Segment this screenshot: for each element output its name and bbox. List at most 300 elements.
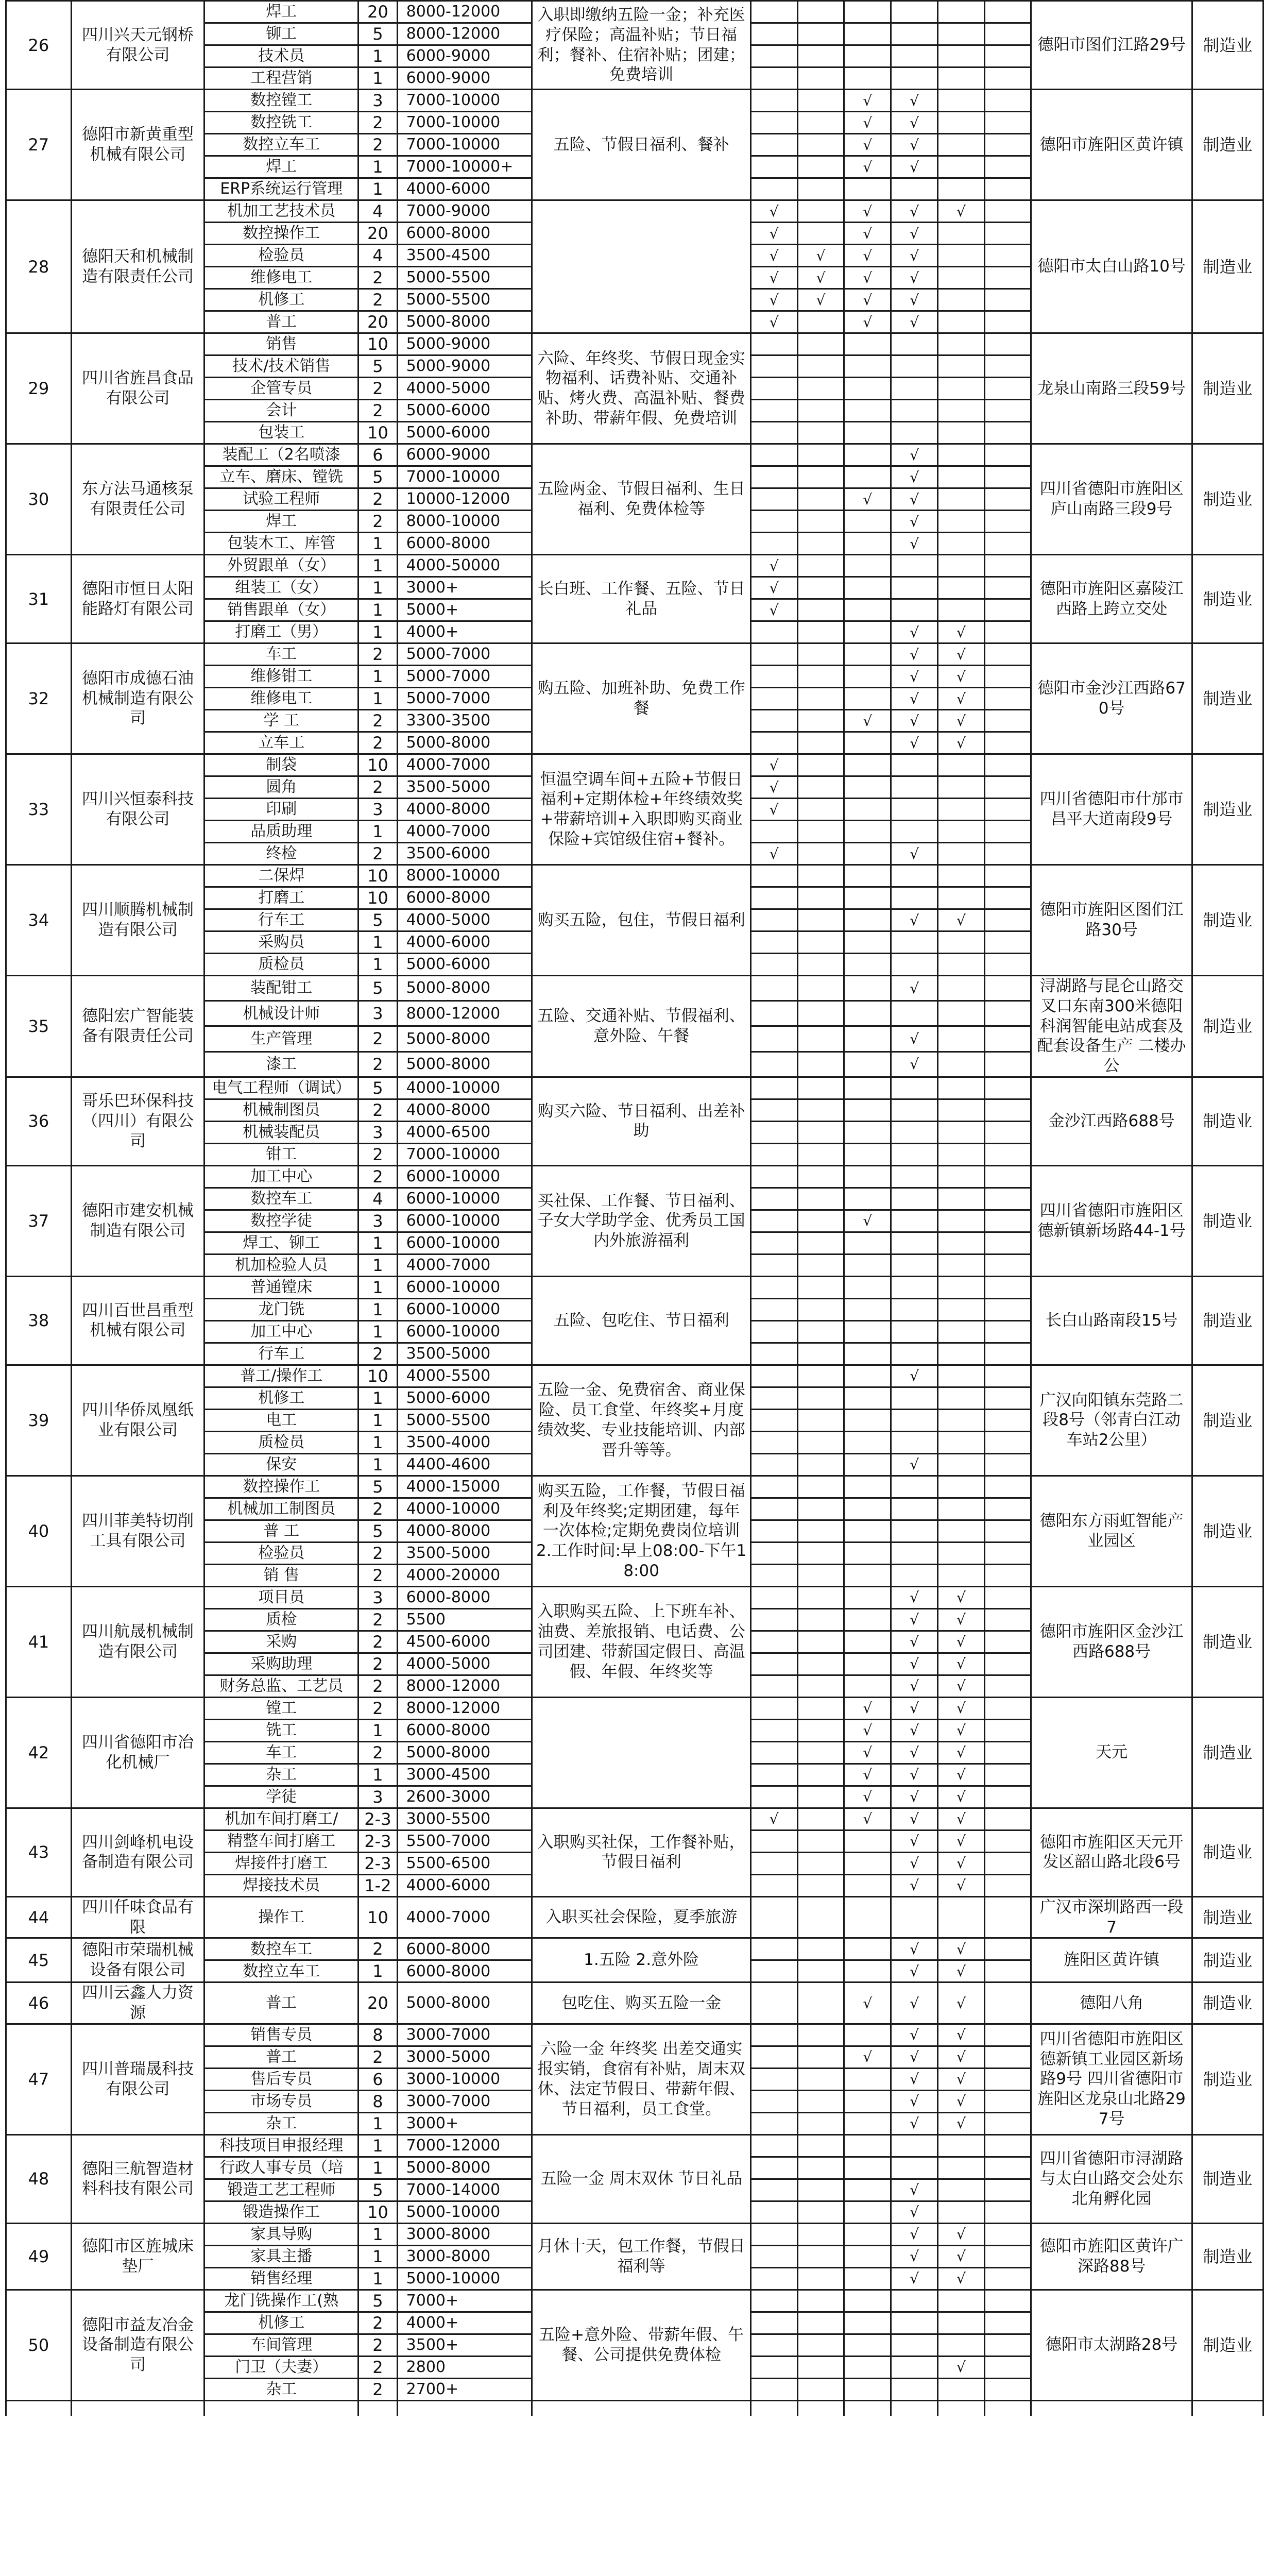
salary-range: 4000-20000 [397,1564,532,1586]
requirement-check-2 [797,976,844,1001]
requirement-check-5 [938,2334,985,2356]
job-title: 机械设计师 [204,1001,358,1026]
hire-count: 1 [358,2267,397,2290]
requirement-check-5 [938,2312,985,2334]
hire-count: 2 [358,1542,397,1564]
requirement-check-6 [984,245,1031,267]
requirement-check-2 [797,1564,844,1586]
requirement-check-4: √ [891,688,938,710]
requirement-check-3 [844,2179,891,2201]
job-title: 包装工 [204,422,358,444]
requirement-check-1 [750,2046,797,2068]
job-title: 杂工 [204,2378,358,2400]
requirement-check-5: √ [938,2068,985,2090]
hire-count: 4 [358,245,397,267]
requirement-check-2 [797,1343,844,1365]
salary-range: 7000+ [397,2290,532,2312]
company-name: 德阳市建安机械制造有限公司 [71,1165,204,1276]
requirement-check-3 [844,2134,891,2157]
requirement-check-5 [938,2134,985,2157]
work-address: 德阳市旌阳区黄许镇 [1031,90,1192,200]
requirement-check-5: √ [938,1586,985,1608]
benefits: 五险一金 周末双休 节日礼品 [532,2134,750,2223]
requirement-check-2 [797,1830,844,1852]
requirement-check-5: √ [938,621,985,643]
salary-range: 3500-5000 [397,1542,532,1564]
job-title: 铣工 [204,1719,358,1741]
requirement-check-4 [891,931,938,954]
benefits: 五险一金、免费宿舍、商业保险、员工食堂、年终奖+月度绩效奖、专业技能培训、内部晋升等等。 [532,1365,750,1476]
requirement-check-3: √ [844,1697,891,1719]
requirement-check-2 [797,1982,844,2024]
benefits: 包吃住、购买五险一金 [532,1982,750,2024]
job-title: 打磨工 [204,887,358,909]
salary-range: 5000-8000 [397,732,532,754]
requirement-check-5 [938,754,985,776]
job-title: 立车工 [204,732,358,754]
industry: 制造业 [1192,333,1263,444]
hire-count: 1 [358,2134,397,2157]
requirement-check-6 [984,422,1031,444]
requirement-check-1 [750,2378,797,2400]
hire-count: 3 [358,1586,397,1608]
requirement-check-5: √ [938,1960,985,1982]
requirement-check-5 [938,2157,985,2179]
requirement-check-4: √ [891,909,938,931]
requirement-check-1 [750,333,797,355]
table-row [6,1697,1263,1719]
requirement-check-4 [891,2312,938,2334]
benefits: 五险两金、节假日福利、生日福利、免费体检等 [532,444,750,555]
job-title: 包装木工、库管 [204,533,358,555]
requirement-check-5: √ [938,2090,985,2112]
requirement-check-5 [938,1520,985,1542]
requirement-check-1 [750,1764,797,1786]
requirement-check-5 [938,1099,985,1121]
table-row [6,444,1263,466]
requirement-check-3 [844,2157,891,2179]
requirement-check-4 [891,1476,938,1498]
job-title: 市场专员 [204,2090,358,2112]
job-title: 检验员 [204,245,358,267]
requirement-check-1 [750,887,797,909]
requirement-check-4: √ [891,2024,938,2046]
requirement-check-2 [797,666,844,688]
requirement-check-5 [938,1210,985,1232]
hire-count: 2 [358,1608,397,1631]
requirement-check-3 [844,799,891,821]
requirement-check-4 [891,754,938,776]
requirement-check-4 [891,1298,938,1320]
requirement-check-3 [844,2112,891,2134]
table-row [6,333,1263,355]
requirement-check-5: √ [938,1741,985,1764]
benefits: 五险+意外险、带薪年假、午餐、公司提供免费体检 [532,2290,750,2400]
industry: 制造业 [1192,1077,1263,1165]
requirement-check-1 [750,2312,797,2334]
requirement-check-4: √ [891,1808,938,1830]
hire-count: 2 [358,1741,397,1764]
requirement-check-1 [750,1697,797,1719]
benefits: 购买六险、节日福利、出差补助 [532,1077,750,1165]
requirement-check-1 [750,931,797,954]
requirement-check-1 [750,1276,797,1298]
requirement-check-3 [844,976,891,1001]
salary-range: 5000-8000 [397,311,532,333]
requirement-check-3 [844,1476,891,1498]
job-title: 铆工 [204,23,358,45]
requirement-check-2 [797,2245,844,2267]
requirement-check-4 [891,1077,938,1099]
requirement-check-2 [797,1586,844,1608]
requirement-check-5 [938,45,985,67]
requirement-check-4 [891,599,938,621]
requirement-check-5: √ [938,1608,985,1631]
requirement-check-6 [984,555,1031,577]
salary-range: 3000+ [397,2112,532,2134]
requirement-check-2 [797,1210,844,1232]
requirement-check-2 [797,688,844,710]
table-row [6,200,1263,223]
requirement-check-3 [844,954,891,976]
requirement-check-2 [797,2223,844,2245]
hire-count: 5 [358,976,397,1001]
requirement-check-4: √ [891,1938,938,1960]
hire-count: 2 [358,643,397,666]
salary-range: 5000-5500 [397,289,532,311]
requirement-check-3 [844,1,891,23]
requirement-check-5 [938,776,985,799]
requirement-check-5: √ [938,1631,985,1653]
requirement-check-1 [750,954,797,976]
requirement-check-6 [984,1077,1031,1099]
requirement-check-5: √ [938,1874,985,1896]
requirement-check-3 [844,67,891,90]
requirement-check-2 [797,843,844,865]
requirement-check-2 [797,821,844,843]
salary-range: 5000-6000 [397,422,532,444]
job-title: 圆角 [204,776,358,799]
benefits: 买社保、工作餐、节日福利、子女大学助学金、优秀员工国内外旅游福利 [532,1165,750,1276]
requirement-check-2 [797,400,844,422]
requirement-check-2 [797,909,844,931]
requirement-check-3 [844,1121,891,1143]
company-name: 四川普瑞晟科技有限公司 [71,2024,204,2134]
requirement-check-5: √ [938,1808,985,1830]
job-title: 二保焊 [204,865,358,887]
industry: 制造业 [1192,2290,1263,2400]
benefits: 入职即缴纳五险一金；补充医疗保险；高温补贴；节日福利；餐补、住宿补贴；团建；免费培训 [532,1,750,90]
requirement-check-3 [844,1498,891,1520]
empty-cell [938,2400,985,2416]
requirement-check-4: √ [891,1852,938,1874]
industry: 制造业 [1192,1808,1263,1896]
hire-count: 2-3 [358,1808,397,1830]
industry: 制造业 [1192,2134,1263,2223]
company-name: 德阳市荣瑞机械设备有限公司 [71,1938,204,1982]
salary-range: 5000-6000 [397,1387,532,1409]
requirement-check-6 [984,821,1031,843]
requirement-check-3 [844,1188,891,1210]
hire-count: 10 [358,2201,397,2223]
hire-count: 2 [358,1099,397,1121]
requirement-check-3 [844,776,891,799]
job-title: 焊工 [204,1,358,23]
work-address: 四川省德阳市旌阳区德新镇新场路44-1号 [1031,1165,1192,1276]
requirement-check-4: √ [891,1453,938,1476]
job-title: 普工 [204,311,358,333]
hire-count: 5 [358,23,397,45]
requirement-check-4: √ [891,2267,938,2290]
requirement-check-2 [797,2024,844,2046]
requirement-check-6 [984,1852,1031,1874]
job-title: 机械加工制图员 [204,1498,358,1520]
work-address: 德阳市太湖路28号 [1031,2290,1192,2400]
requirement-check-1 [750,90,797,112]
requirement-check-4 [891,1121,938,1143]
requirement-check-4 [891,1165,938,1188]
requirement-check-3 [844,1001,891,1026]
requirement-check-6 [984,1026,1031,1052]
requirement-check-3: √ [844,245,891,267]
table-row [6,90,1263,112]
job-title: 锻造操作工 [204,2201,358,2223]
job-title: 机加车间打磨工/ [204,1808,358,1830]
requirement-check-6 [984,1938,1031,1960]
requirement-check-6 [984,1631,1031,1653]
salary-range: 2700+ [397,2378,532,2400]
hire-count: 1 [358,688,397,710]
requirement-check-3 [844,865,891,887]
requirement-check-6 [984,1874,1031,1896]
requirement-check-4: √ [891,533,938,555]
job-title: 企管专员 [204,378,358,400]
requirement-check-4: √ [891,90,938,112]
requirement-check-3 [844,1453,891,1476]
requirement-check-5 [938,976,985,1001]
requirement-check-1 [750,1254,797,1276]
hire-count: 20 [358,1,397,23]
requirement-check-3 [844,1077,891,1099]
requirement-check-6 [984,2046,1031,2068]
requirement-check-6 [984,2090,1031,2112]
requirement-check-1 [750,2201,797,2223]
requirement-check-6 [984,2068,1031,2090]
empty-cell [71,2400,204,2416]
hire-count: 1 [358,666,397,688]
requirement-check-1: √ [750,311,797,333]
requirement-check-1: √ [750,289,797,311]
requirement-check-6 [984,1387,1031,1409]
requirement-check-3: √ [844,1764,891,1786]
requirement-check-2 [797,1874,844,1896]
requirement-check-4 [891,1542,938,1564]
requirement-check-6 [984,2334,1031,2356]
salary-range: 5000-5500 [397,267,532,289]
requirement-check-3 [844,1586,891,1608]
requirement-check-3 [844,1653,891,1675]
requirement-check-5: √ [938,1653,985,1675]
job-title: 龙门铣操作工(熟 [204,2290,358,2312]
job-title: 维修钳工 [204,666,358,688]
requirement-check-4: √ [891,1830,938,1852]
hire-count: 1 [358,156,397,178]
salary-range: 4000+ [397,2312,532,2334]
salary-range: 6000-8000 [397,533,532,555]
salary-range: 4000+ [397,621,532,643]
requirement-check-6 [984,2201,1031,2223]
hire-count: 10 [358,754,397,776]
requirement-check-2 [797,1764,844,1786]
requirement-check-5 [938,2290,985,2312]
requirement-check-1 [750,2157,797,2179]
job-title: 科技项目申报经理 [204,2134,358,2157]
requirement-check-1 [750,1608,797,1631]
requirement-check-5: √ [938,1786,985,1808]
salary-range: 5000-9000 [397,333,532,355]
requirement-check-3 [844,2334,891,2356]
requirement-check-4 [891,422,938,444]
job-title: 普工 [204,2046,358,2068]
requirement-check-1 [750,1520,797,1542]
requirement-check-4 [891,2334,938,2356]
requirement-check-4 [891,1210,938,1232]
hire-count: 10 [358,333,397,355]
requirement-check-3: √ [844,311,891,333]
job-title: 普 工 [204,1520,358,1542]
job-title: 组装工（女） [204,577,358,599]
requirement-check-6 [984,1498,1031,1520]
benefits: 长白班、工作餐、五险、节日礼品 [532,555,750,643]
requirement-check-4: √ [891,1719,938,1741]
job-title: 机修工 [204,2312,358,2334]
requirement-check-6 [984,223,1031,245]
requirement-check-2 [797,333,844,355]
requirement-check-3 [844,1542,891,1564]
requirement-check-4: √ [891,1365,938,1387]
requirement-check-6 [984,67,1031,90]
requirement-check-4: √ [891,223,938,245]
salary-range: 2600-3000 [397,1786,532,1808]
requirement-check-3: √ [844,289,891,311]
hire-count: 1 [358,931,397,954]
company-number: 50 [6,2290,72,2400]
empty-cell [532,2400,750,2416]
requirement-check-2 [797,2356,844,2378]
company-number: 48 [6,2134,72,2223]
requirement-check-5 [938,1188,985,1210]
company-number: 46 [6,1982,72,2024]
job-title: 焊工 [204,156,358,178]
job-title: 加工中心 [204,1165,358,1188]
requirement-check-6 [984,1431,1031,1453]
requirement-check-6 [984,2378,1031,2400]
requirement-check-1 [750,533,797,555]
requirement-check-5 [938,1498,985,1520]
requirement-check-3 [844,599,891,621]
job-title: 数控车工 [204,1938,358,1960]
requirement-check-6 [984,1052,1031,1077]
requirement-check-2 [797,1498,844,1520]
benefits: 入职买社会保险，夏季旅游 [532,1896,750,1938]
requirement-check-4: √ [891,488,938,511]
requirement-check-1 [750,2090,797,2112]
requirement-check-3: √ [844,90,891,112]
company-name: 四川省旌昌食品有限公司 [71,333,204,444]
requirement-check-5 [938,422,985,444]
requirement-check-3 [844,2223,891,2245]
requirement-check-5 [938,1476,985,1498]
requirement-check-6 [984,1210,1031,1232]
hire-count: 1 [358,1320,397,1343]
hire-count: 2 [358,2046,397,2068]
requirement-check-2 [797,223,844,245]
table-row [6,643,1263,666]
requirement-check-2 [797,2312,844,2334]
work-address: 德阳市太白山路10号 [1031,200,1192,333]
hire-count: 2 [358,843,397,865]
requirement-check-1 [750,2334,797,2356]
empty-cell [984,2400,1031,2416]
requirement-check-3: √ [844,156,891,178]
requirement-check-6 [984,23,1031,45]
salary-range: 3500-4500 [397,245,532,267]
requirement-check-5 [938,555,985,577]
hire-count: 1 [358,178,397,200]
requirement-check-5 [938,533,985,555]
requirement-check-3 [844,1343,891,1365]
requirement-check-3: √ [844,1808,891,1830]
requirement-check-6 [984,2157,1031,2179]
requirement-check-1: √ [750,223,797,245]
job-title: 销售经理 [204,2267,358,2290]
table-row [6,976,1263,1001]
hire-count: 2 [358,1143,397,1165]
industry: 制造业 [1192,444,1263,555]
requirement-check-2 [797,1938,844,1960]
salary-range: 8000-12000 [397,1,532,23]
requirement-check-5 [938,178,985,200]
company-number: 39 [6,1365,72,1476]
job-title: 普工 [204,1982,358,2024]
requirement-check-6 [984,1982,1031,2024]
industry: 制造业 [1192,1896,1263,1938]
requirement-check-1 [750,1,797,23]
requirement-check-6 [984,1586,1031,1608]
work-address: 四川省德阳市旌阳区德新镇工业园区新场路9号 四川省德阳市旌阳区龙泉山北路297号 [1031,2024,1192,2134]
requirement-check-3 [844,688,891,710]
requirement-check-6 [984,134,1031,156]
requirement-check-6 [984,1099,1031,1121]
requirement-check-3 [844,643,891,666]
industry: 制造业 [1192,1,1263,90]
requirement-check-6 [984,1276,1031,1298]
requirement-check-4: √ [891,1764,938,1786]
hire-count: 5 [358,1520,397,1542]
salary-range: 3000-8000 [397,2223,532,2245]
salary-range: 4000-8000 [397,1520,532,1542]
requirement-check-5 [938,1343,985,1365]
hire-count: 1 [358,1431,397,1453]
requirement-check-3 [844,2290,891,2312]
requirement-check-2 [797,1,844,23]
requirement-check-2 [797,776,844,799]
salary-range: 6000-10000 [397,1320,532,1343]
requirement-check-6 [984,1,1031,23]
requirement-check-1 [750,2245,797,2267]
job-title: 门卫（夫妻） [204,2356,358,2378]
requirement-check-5 [938,400,985,422]
